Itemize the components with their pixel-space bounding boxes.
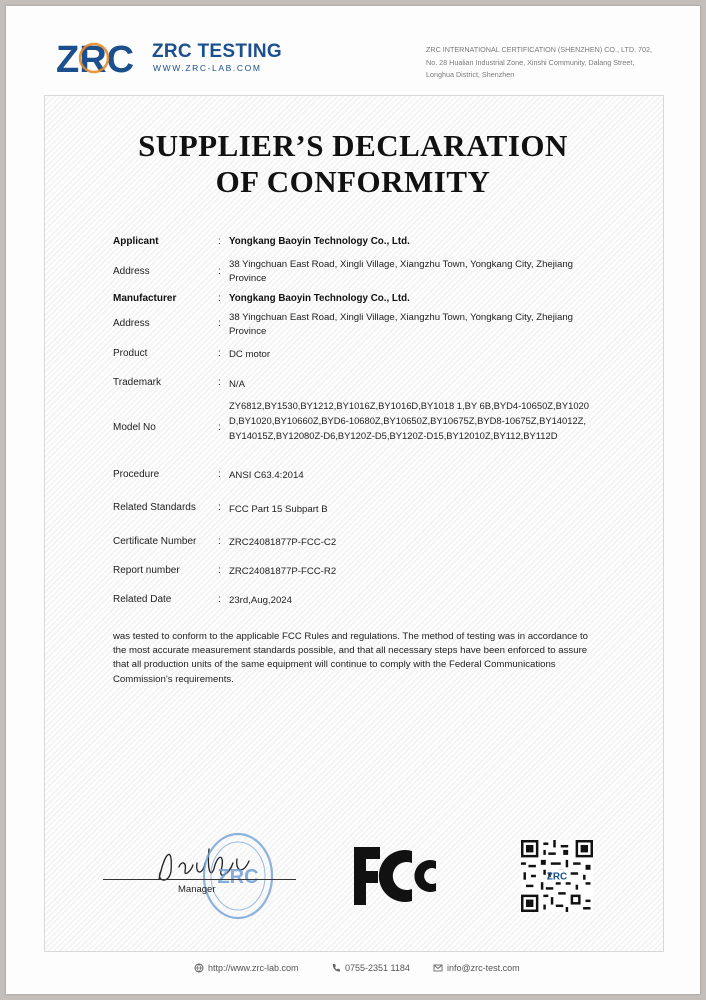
applicant-value: Yongkang Baoyin Technology Co., Ltd. [229,236,410,247]
phone-text: 0755-2351 1184 [345,963,410,973]
svg-text:ZRC: ZRC [217,866,259,888]
related-standards-value: FCC Part 15 Subpart B [229,504,328,515]
colon: : [218,536,221,547]
trademark-label: Trademark [113,377,161,388]
brand-url[interactable]: WWW.ZRC-LAB.COM [153,63,262,73]
procedure-label: Procedure [113,469,160,480]
zrc-logo [54,36,154,80]
manufacturer-address-value: 38 Yingchuan East Road, Xingli Village, Xiangzhu Town, Yongkang City, Zhejiang Province [229,312,574,337]
manufacturer-label: Manufacturer [113,293,177,304]
title-line-1: SUPPLIER’S DECLARATION [138,128,568,163]
manufacturer-value: Yongkang Baoyin Technology Co., Ltd. [229,293,410,304]
mail-icon [433,963,443,973]
fcc-logo [350,843,440,909]
applicant-label: Applicant [113,236,159,247]
colon: : [218,236,221,247]
brand-name: ZRC TESTING [152,41,282,62]
procedure-value: ANSI C63.4:2014 [229,470,304,481]
footer-email[interactable] [433,963,520,973]
report-number-label: Report number [113,565,180,576]
colon: : [218,266,221,277]
model-no-value: ZY6812,BY1530,BY1212,BY1016Z,BY1016D,BY1018 1,BY 6B,BYD4-10650Z,BY1020D,BY1020,BY10660Z,BYD6-10680Z,BY10650Z,BY10675Z,BYD8-10675Z,BY14012Z,BY14015Z,BY12080Z-D6,BY120Z-D5,BY120Z-D15,BY12010Z,BY112,BY112D [229,400,589,441]
certificate-number-label: Certificate Number [113,536,197,547]
colon: : [218,422,221,433]
colon: : [218,318,221,329]
phone-icon [331,963,341,973]
letterhead [6,6,700,96]
product-value: DC motor [229,349,271,360]
globe-icon [194,963,204,973]
manager-label: Manager [178,884,216,895]
declaration-frame [44,95,664,952]
model-no-label: Model No [113,422,156,433]
certificate-page [6,6,700,994]
colon: : [218,377,221,388]
colon: : [218,594,221,605]
colon: : [218,293,221,304]
svg-text:ZRC: ZRC [546,871,568,883]
footer-website[interactable] [194,963,299,973]
applicant-address-value: 38 Yingchuan East Road, Xingli Village, Xiangzhu Town, Yongkang City, Zhejiang Province [229,259,574,284]
company-stamp [201,831,276,921]
related-standards-label: Related Standards [113,502,196,513]
footer-phone [331,963,410,973]
email-text[interactable]: info@zrc-test.com [447,963,520,973]
related-date-value: 23rd,Aug,2024 [229,595,292,606]
website-text[interactable]: http://www.zrc-lab.com [208,963,299,973]
colon: : [218,565,221,576]
colon: : [218,502,221,513]
svg-text:FC: FC [350,843,352,844]
applicant-address-label: Address [113,266,150,277]
product-label: Product [113,348,148,359]
qr-code[interactable] [521,840,593,912]
related-date-label: Related Date [113,594,172,605]
title-line-2: OF CONFORMITY [215,164,491,199]
company-address: ZRC INTERNATIONAL CERTIFICATION (SHENZHEN) CO., LTD. 702, No. 28 Hualian Industrial Zone, Xinshi Community, Dalang Street, Longhua District, Shenzhen [426,45,653,79]
conformity-statement: was tested to conform to the applicable FCC Rules and regulations. The method of testing was in accordance to the most accurate measurement standards possible, and that all necessary steps have been enforced to assure that all production units of the same equipment will continue to comply with the Federal Communications Commission’s requirements. [113,631,588,685]
manufacturer-address-label: Address [113,318,150,329]
report-number-value: ZRC24081877P-FCC-R2 [229,566,337,577]
footer [6,963,700,979]
colon: : [218,348,221,359]
colon: : [218,469,221,480]
svg-text:ZRC: ZRC [56,39,135,80]
certificate-number-value: ZRC24081877P-FCC-C2 [229,537,337,548]
trademark-value: N/A [229,379,245,390]
signature-line [103,879,296,880]
svg-text:Jack Wu: Jack Wu [151,841,155,842]
